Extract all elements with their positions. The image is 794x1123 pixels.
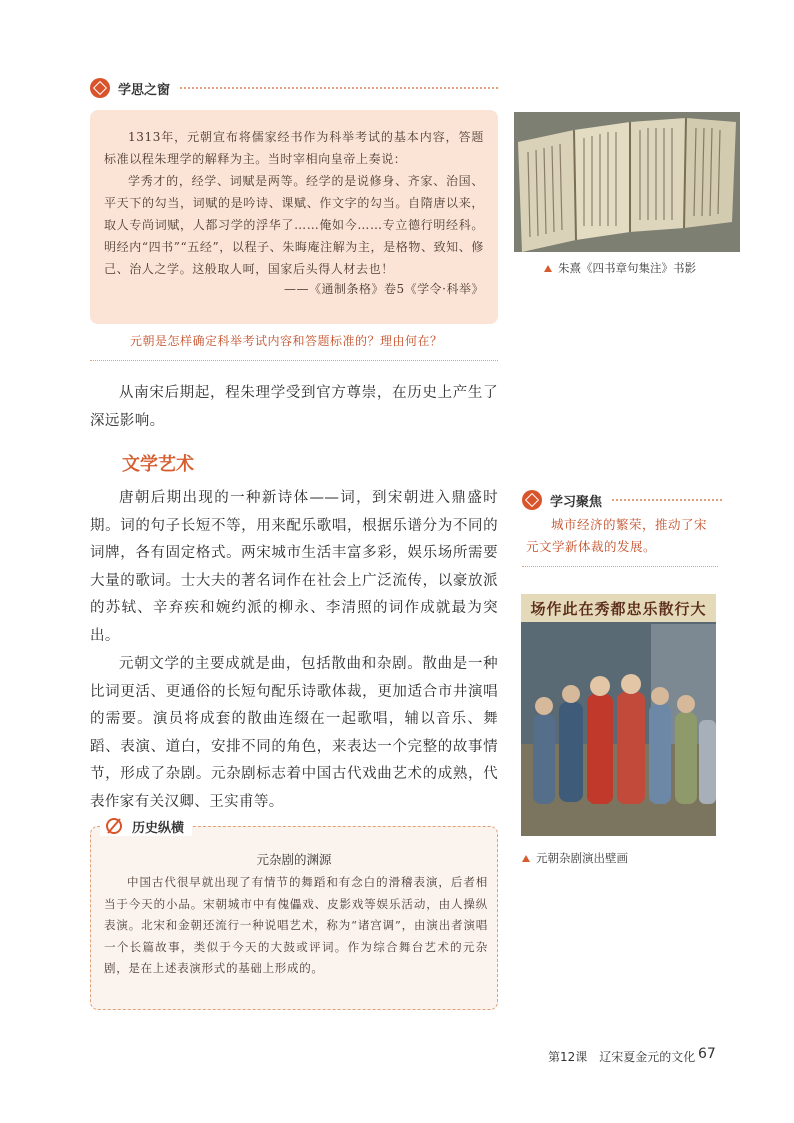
question-text: 元朝是怎样确定科举考试内容和答题标准的？理由何在？: [130, 334, 443, 348]
mural-photo: [521, 594, 716, 836]
quote-source: ——《通制条格》卷5《学令·科举》: [284, 282, 484, 296]
quote-body: 学秀才的，经学、词赋是两等。经学的是说修身、齐家、治国、平天下的勾当，词赋的是吟诗、课赋、作文字的勾当。自隋唐以来，取人专尚词赋，人都习学的浮华了……俺如今……专立德行明经科。明经内“四书”“五经”，以程子、朱晦庵注解为主，是格物、致知、修己、治人之学。这般取人呵，国家后头得人材去也！: [104, 174, 484, 276]
diamond-icon: [90, 78, 110, 98]
book-caption-text: 朱熹《四书章句集注》书影: [558, 261, 696, 275]
mural-banner: 大行散乐忠都秀在此作场: [530, 600, 707, 618]
history-text: 中国古代很早就出现了有情节的舞蹈和有念白的滑稽表演，后者相当于今天的小品。宋朝城市中有傀儡戏、皮影戏等娱乐活动，由人操纵表演。北宋和金朝还流行一种说唱艺术，称为“诸宫调”，由演出者演唱一个长篇故事，类似于今天的大鼓或评词。作为综合舞台艺术的元杂剧，是在上述表演形式的基础上形成的。: [104, 875, 488, 975]
book-photo: [514, 112, 740, 252]
section-title: 学习聚焦: [550, 494, 603, 510]
focus-text: 城市经济的繁荣，推动了宋元文学新体裁的发展。: [526, 517, 708, 554]
section-header-history: [100, 816, 192, 836]
dotted-divider: [522, 566, 718, 567]
section-title: 学思之窗: [118, 82, 171, 98]
paragraph-text: 从南宋后期起，程朱理学受到官方尊崇，在历史上产生了深远影响。: [90, 385, 498, 429]
history-subtitle: 元杂剧的渊源: [256, 852, 332, 867]
heading-literature: 文学艺术: [122, 454, 194, 475]
history-body: [104, 872, 488, 980]
dotted-divider: [180, 87, 498, 89]
page-number: 67: [698, 1046, 716, 1062]
focus-box: [526, 514, 718, 558]
quote-intro: 1313年，元朝宣布将儒家经书作为科举考试的基本内容，答题标准以程朱理学的解释为主。当时宰相向皇帝上奏说：: [104, 130, 484, 166]
history-logo-icon: [104, 816, 124, 836]
dotted-divider: [612, 499, 722, 501]
book-caption: [544, 260, 696, 276]
mural-caption-text: 元朝杂剧演出壁画: [536, 851, 628, 865]
dotted-divider: [90, 360, 498, 361]
mural-caption: [522, 850, 628, 866]
section-header-focus: [522, 490, 722, 510]
paragraph-1: [90, 380, 498, 435]
book-illustration: [514, 112, 740, 252]
quote-box: [90, 110, 498, 324]
footer-lesson: 第12课 辽宋夏金元的文化: [548, 1050, 696, 1064]
triangle-icon: [544, 265, 552, 272]
paragraph-3: [90, 651, 498, 817]
triangle-icon: [522, 855, 530, 862]
paragraph-text: 唐朝后期出现的一种新诗体——词，到宋朝进入鼎盛时期。词的句子长短不等，用来配乐歌唱，根据乐谱分为不同的词牌，各有固定格式。两宋城市生活丰富多彩，娱乐场所需要大量的歌词。士大夫的著名词作在社会上广泛流传，以豪放派的苏轼、辛弃疾和婉约派的柳永、李清照的词作成就最为突出。: [90, 490, 498, 644]
mural-illustration: [521, 594, 716, 836]
section-header-think: [90, 78, 498, 98]
paragraph-text: 元朝文学的主要成就是曲，包括散曲和杂剧。散曲是一种比词更活、更通俗的长短句配乐诗歌体裁，更加适合市井演唱的需要。演员将成套的散曲连缀在一起歌唱，辅以音乐、舞蹈、表演、道白，安排不同的角色，来表达一个完整的故事情节，形成了杂剧。元杂剧标志着中国古代戏曲艺术的成熟，代表作家有关汉卿、王实甫等。: [90, 656, 498, 810]
diamond-icon: [522, 490, 542, 510]
section-title: 历史纵横: [132, 820, 185, 836]
paragraph-2: [90, 485, 498, 651]
